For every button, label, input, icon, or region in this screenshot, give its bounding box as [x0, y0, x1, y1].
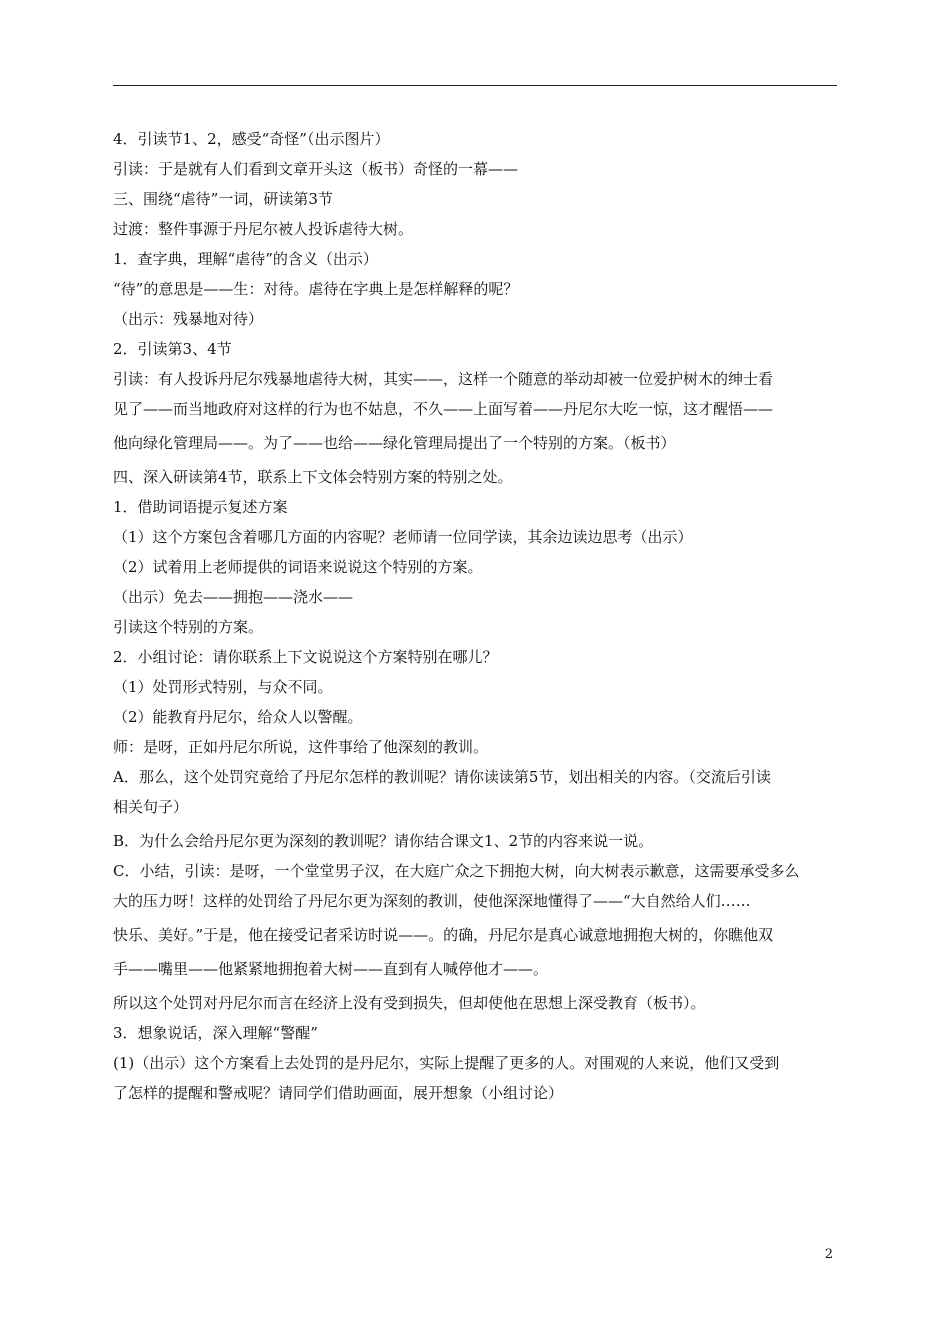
text-line: B．为什么会给丹尼尔更为深刻的教训呢？请你结合课文1、2节的内容来说一说。: [113, 832, 654, 850]
text-line: 1．查字典，理解“虐待”的含义（出示）: [113, 250, 378, 268]
text-line: （2）试着用上老师提供的词语来说说这个特别的方案。: [113, 558, 483, 576]
text-line: 手——嘴里——他紧紧地拥抱着大树——直到有人喊停他才——。: [113, 960, 549, 978]
text-line: “待”的意思是——生：对待。虐待在字典上是怎样解释的呢？: [113, 280, 519, 298]
text-line: 4．引读节1、2，感受“奇怪”（出示图片）: [113, 130, 390, 148]
text-line: 所以这个处罚对丹尼尔而言在经济上没有受到损失，但却使他在思想上深受教育（板书）。: [113, 994, 706, 1012]
text-line: 1．借助词语提示复述方案: [113, 498, 288, 516]
header-rule: [113, 85, 837, 86]
text-line: （1）处罚形式特别，与众不同。: [113, 678, 333, 696]
text-line: 师：是呀，正如丹尼尔所说，这件事给了他深刻的教训。: [113, 738, 489, 756]
text-line: 过渡：整件事源于丹尼尔被人投诉虐待大树。: [113, 220, 414, 238]
text-line: （出示）免去——拥抱——浇水——: [113, 588, 354, 606]
text-line: 相关句子）: [113, 798, 189, 816]
document-body: [113, 124, 843, 1112]
text-line: （2）能教育丹尼尔，给众人以警醒。: [113, 708, 363, 726]
text-line: 大的压力呀！这样的处罚给了丹尼尔更为深刻的教训，使他深深地懂得了——“大自然给人们……: [113, 892, 751, 910]
text-line: 见了——而当地政府对这样的行为也不姑息，不久——上面写着——丹尼尔大吃一惊，这才醒悟——: [113, 400, 774, 418]
text-line: 他向绿化管理局——。为了——也给——绿化管理局提出了一个特别的方案。（板书）: [113, 434, 676, 452]
text-line: (1)（出示）这个方案看上去处罚的是丹尼尔，实际上提醒了更多的人。对围观的人来说，他们又受到: [113, 1054, 780, 1072]
text-line: 引读：于是就有人们看到文章开头这（板书）奇怪的一幕——: [113, 160, 519, 178]
text-line: 3．想象说话，深入理解“警醒”: [113, 1024, 318, 1042]
page-number: 2: [824, 1247, 833, 1262]
text-line: 2．小组讨论：请你联系上下文说说这个方案特别在哪儿？: [113, 648, 498, 666]
text-line: （1）这个方案包含着哪几方面的内容呢？老师请一位同学读，其余边读边思考（出示）: [113, 528, 693, 546]
text-line: 快乐、美好。”于是，他在接受记者采访时说——。的确，丹尼尔是真心诚意地拥抱大树的，你瞧他双: [113, 926, 774, 944]
section-heading: 三、围绕“虐待”一词，研读第3节: [113, 190, 333, 208]
text-line: 了怎样的提醒和警戒呢？请同学们借助画面，展开想象（小组讨论）: [113, 1084, 564, 1102]
text-line: 引读这个特别的方案。: [113, 618, 264, 636]
text-line: C．小结，引读：是呀，一个堂堂男子汉，在大庭广众之下拥抱大树，向大树表示歉意，这需要承受多么: [113, 862, 800, 880]
text-line: A．那么，这个处罚究竟给了丹尼尔怎样的教训呢？请你读读第5节，划出相关的内容。（交流后引读: [113, 768, 771, 786]
text-line: （出示：残暴地对待）: [113, 310, 264, 328]
text-line: 引读：有人投诉丹尼尔残暴地虐待大树，其实——，这样一个随意的举动却被一位爱护树木的绅士看: [113, 370, 774, 388]
section-heading: 四、深入研读第4节，联系上下文体会特别方案的特别之处。: [113, 468, 513, 486]
text-line: 2．引读第3、4节: [113, 340, 232, 358]
